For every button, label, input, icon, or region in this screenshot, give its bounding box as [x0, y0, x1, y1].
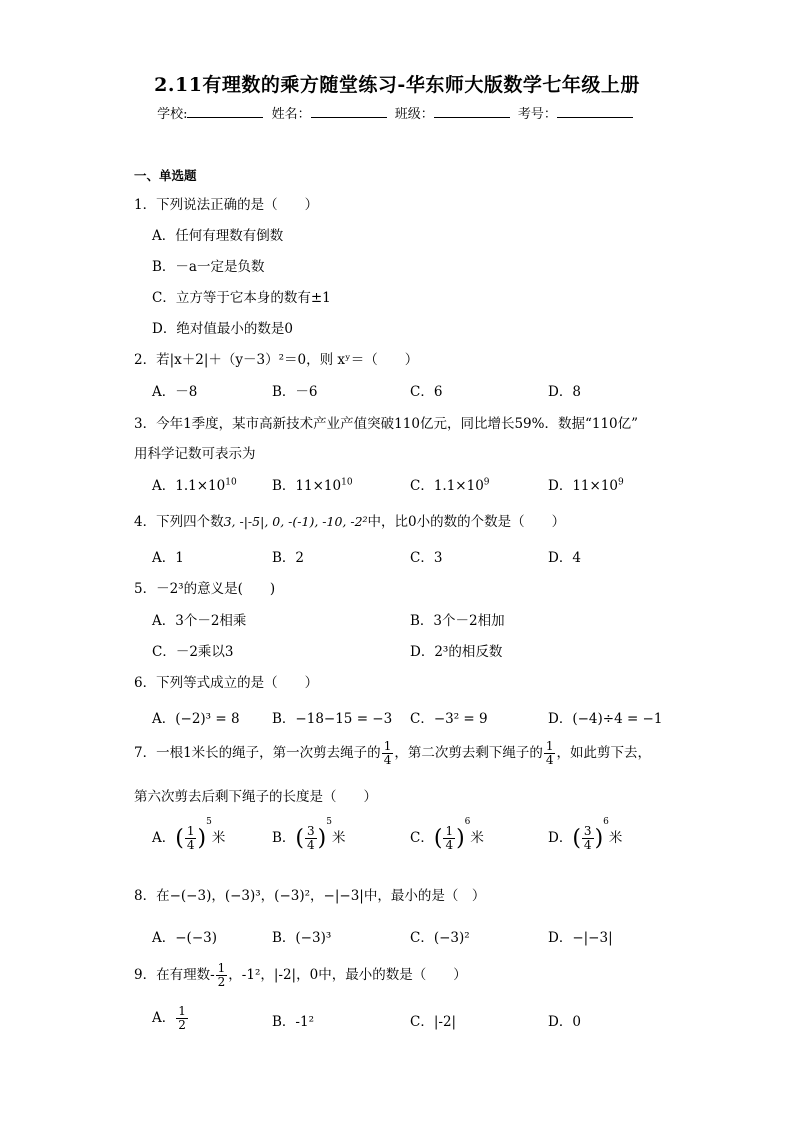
q7-a-lparen: (: [175, 826, 184, 851]
q2-stem: 2．若|x＋2|＋（y－3）²＝0，则 xʸ＝（ ）: [134, 352, 419, 368]
q2-option-d[interactable]: D．8: [548, 384, 581, 400]
q7-option-b[interactable]: [272, 817, 346, 852]
q8-option-a[interactable]: A．−(−3): [152, 930, 217, 946]
q9-option-d[interactable]: D．0: [548, 1014, 581, 1030]
q3-a-exp: 10: [225, 477, 237, 488]
q4-stem-math: 3, -|-5|, 0, -(-1), -10, -2²: [223, 514, 368, 529]
q3-stem-line2: 用科学记数可表示为: [134, 446, 256, 462]
q7-b-label: B．: [272, 830, 296, 846]
q7-c-fraction: [443, 825, 455, 852]
q9-option-c[interactable]: C．|-2|: [410, 1014, 457, 1030]
q7-d-exp: 6: [603, 817, 609, 827]
q2-option-a[interactable]: A．－8: [152, 384, 198, 400]
q7-stem-line2: 第六次剪去后剩下绳子的长度是（ ）: [134, 789, 377, 805]
q7-frac-den-2: 4: [545, 753, 554, 768]
q3-option-a[interactable]: [152, 474, 237, 494]
q3-d-text: D．11×10: [548, 478, 618, 494]
q7-b-den: 4: [307, 838, 315, 852]
name-blank[interactable]: [311, 105, 387, 118]
q9-frac-num: 1: [217, 961, 226, 975]
q7-a-den: 4: [186, 838, 195, 852]
q3-option-d[interactable]: [548, 474, 624, 494]
q7-option-a[interactable]: [152, 817, 226, 852]
section-heading: 一、单选题: [134, 168, 197, 183]
q3-d-exp: 9: [618, 477, 624, 488]
q4-option-b[interactable]: B．2: [272, 550, 305, 566]
q3-c-text: C．1.1×10: [410, 478, 484, 494]
q1-option-a[interactable]: A．任何有理数有倒数: [152, 228, 284, 244]
q3-a-text: A．1.1×10: [152, 478, 226, 494]
q7-stem-a: 7．一根1米长的绳子，第一次剪去绳子的: [134, 745, 381, 762]
q8-option-b[interactable]: B．(−3)³: [272, 930, 332, 946]
q7-d-rparen: ): [594, 826, 604, 851]
q6-option-d[interactable]: D．(−4)÷4 = −1: [548, 711, 663, 727]
q9-a-fraction: [176, 1005, 188, 1032]
q4-stem: [134, 510, 565, 530]
school-blank[interactable]: [187, 105, 263, 118]
q3-b-text: B．11×10: [272, 478, 342, 494]
school-label: 学校:: [157, 107, 188, 122]
q1-stem: 1．下列说法正确的是（ ）: [134, 197, 319, 213]
q7-c-rparen: ): [456, 826, 465, 851]
exam-no-label: 考号：: [517, 107, 557, 122]
name-label: 姓名：: [271, 107, 311, 122]
q3-option-b[interactable]: [272, 474, 353, 494]
q7-b-fraction: [305, 825, 317, 852]
q7-d-unit: 米: [608, 830, 623, 846]
q9-a-num: 1: [178, 1004, 186, 1018]
q4-option-a[interactable]: A．1: [152, 550, 184, 566]
q7-b-unit: 米: [331, 830, 346, 846]
q7-a-exp: 5: [206, 817, 212, 827]
q6-option-c[interactable]: C．−3² = 9: [410, 711, 488, 727]
page-title: 2.11有理数的乘方随堂练习-华东师大版数学七年级上册: [154, 74, 640, 96]
q7-option-d[interactable]: [548, 817, 623, 852]
q4-option-d[interactable]: D．4: [548, 550, 581, 566]
q7-c-lparen: (: [433, 826, 443, 851]
student-info-line: [0, 103, 794, 122]
q5-option-d[interactable]: D．2³的相反数: [410, 644, 503, 660]
q2-option-b[interactable]: B．－6: [272, 384, 318, 400]
q7-c-num: 1: [445, 823, 454, 838]
q5-option-a[interactable]: A．3个－2相乘: [152, 613, 247, 629]
q7-option-c[interactable]: [410, 817, 484, 852]
q7-d-den: 4: [583, 838, 592, 852]
q7-d-num: 3: [583, 823, 592, 838]
q7-b-lparen: (: [295, 826, 305, 851]
q7-c-den: 4: [445, 838, 454, 852]
exam-no-blank[interactable]: [557, 105, 633, 118]
q7-frac-num-1: 1: [383, 739, 392, 753]
class-label: 班级：: [394, 107, 434, 122]
q9-stem-a: 9．在有理数-: [134, 967, 215, 984]
q1-option-b[interactable]: B．－a一定是负数: [152, 259, 265, 275]
q9-a-den: 2: [178, 1018, 186, 1033]
q7-c-unit: 米: [470, 830, 484, 846]
q6-option-b[interactable]: B．−18−15 = −3: [272, 711, 393, 727]
q9-stem: [134, 962, 467, 989]
q9-option-a[interactable]: [152, 1005, 189, 1032]
q3-option-c[interactable]: [410, 474, 490, 494]
q7-stem-line1: [134, 740, 651, 767]
q7-fraction-2: [544, 740, 556, 767]
q6-option-a[interactable]: A．(−2)³ = 8: [152, 711, 240, 727]
q7-b-num: 3: [307, 823, 315, 838]
q7-c-label: C．: [410, 830, 434, 846]
q7-d-lparen: (: [572, 826, 581, 851]
q1-option-d[interactable]: D．绝对值最小的数是0: [152, 321, 293, 337]
q7-a-fraction: [185, 825, 197, 852]
q7-b-exp: 5: [326, 817, 332, 827]
class-blank[interactable]: [434, 105, 510, 118]
q1-option-c[interactable]: C．立方等于它本身的数有±1: [152, 290, 331, 306]
q4-option-c[interactable]: C．3: [410, 550, 443, 566]
q8-option-d[interactable]: D．−|−3|: [548, 930, 613, 946]
q7-c-exp: 6: [464, 817, 471, 827]
q4-stem-pre: 4．下列四个数: [134, 514, 224, 530]
q7-d-label: D．: [548, 830, 573, 846]
q5-stem: 5．－2³的意义是( ): [134, 581, 276, 597]
q9-frac-den: 2: [217, 975, 226, 990]
q9-fraction: [216, 962, 228, 989]
q4-stem-post: 中，比0小的数的个数是（ ）: [367, 514, 566, 530]
q3-c-exp: 9: [483, 477, 490, 488]
q7-stem-b: ，第二次剪去剩下绳子的: [394, 745, 543, 762]
q7-a-rparen: ): [197, 826, 207, 851]
q8-stem: 8．在−(−3)，(−3)³，(−3)²，−|−3|中，最小的是（ ）: [134, 888, 486, 904]
q7-frac-num-2: 1: [545, 739, 554, 753]
q8-option-c[interactable]: C．(−3)²: [410, 930, 470, 946]
q6-stem: 6．下列等式成立的是（ ）: [134, 675, 319, 691]
q7-d-fraction: [582, 825, 594, 852]
q7-stem-c: ，如此剪下去，: [556, 745, 651, 762]
q9-option-b[interactable]: B．-1²: [272, 1014, 314, 1030]
q2-option-c[interactable]: C．6: [410, 384, 443, 400]
q7-a-num: 1: [186, 823, 195, 838]
q7-fraction-1: [382, 740, 394, 767]
q7-b-rparen: ): [317, 826, 327, 851]
q9-a-label: A．: [152, 1010, 176, 1027]
q3-stem-line1: 3．今年1季度，某市高新技术产业产值突破110亿元，同比增长59%．数据“110亿”: [134, 416, 639, 432]
q7-a-unit: 米: [211, 830, 226, 846]
q5-option-c[interactable]: C．－2乘以3: [152, 644, 234, 660]
q5-option-b[interactable]: B．3个－2相加: [410, 613, 505, 629]
q7-a-label: A．: [152, 830, 176, 846]
q3-b-exp: 10: [341, 477, 353, 488]
q7-frac-den-1: 4: [383, 753, 392, 768]
q9-stem-b: ，-1²，|-2|，0中，最小的数是（ ）: [228, 967, 467, 984]
